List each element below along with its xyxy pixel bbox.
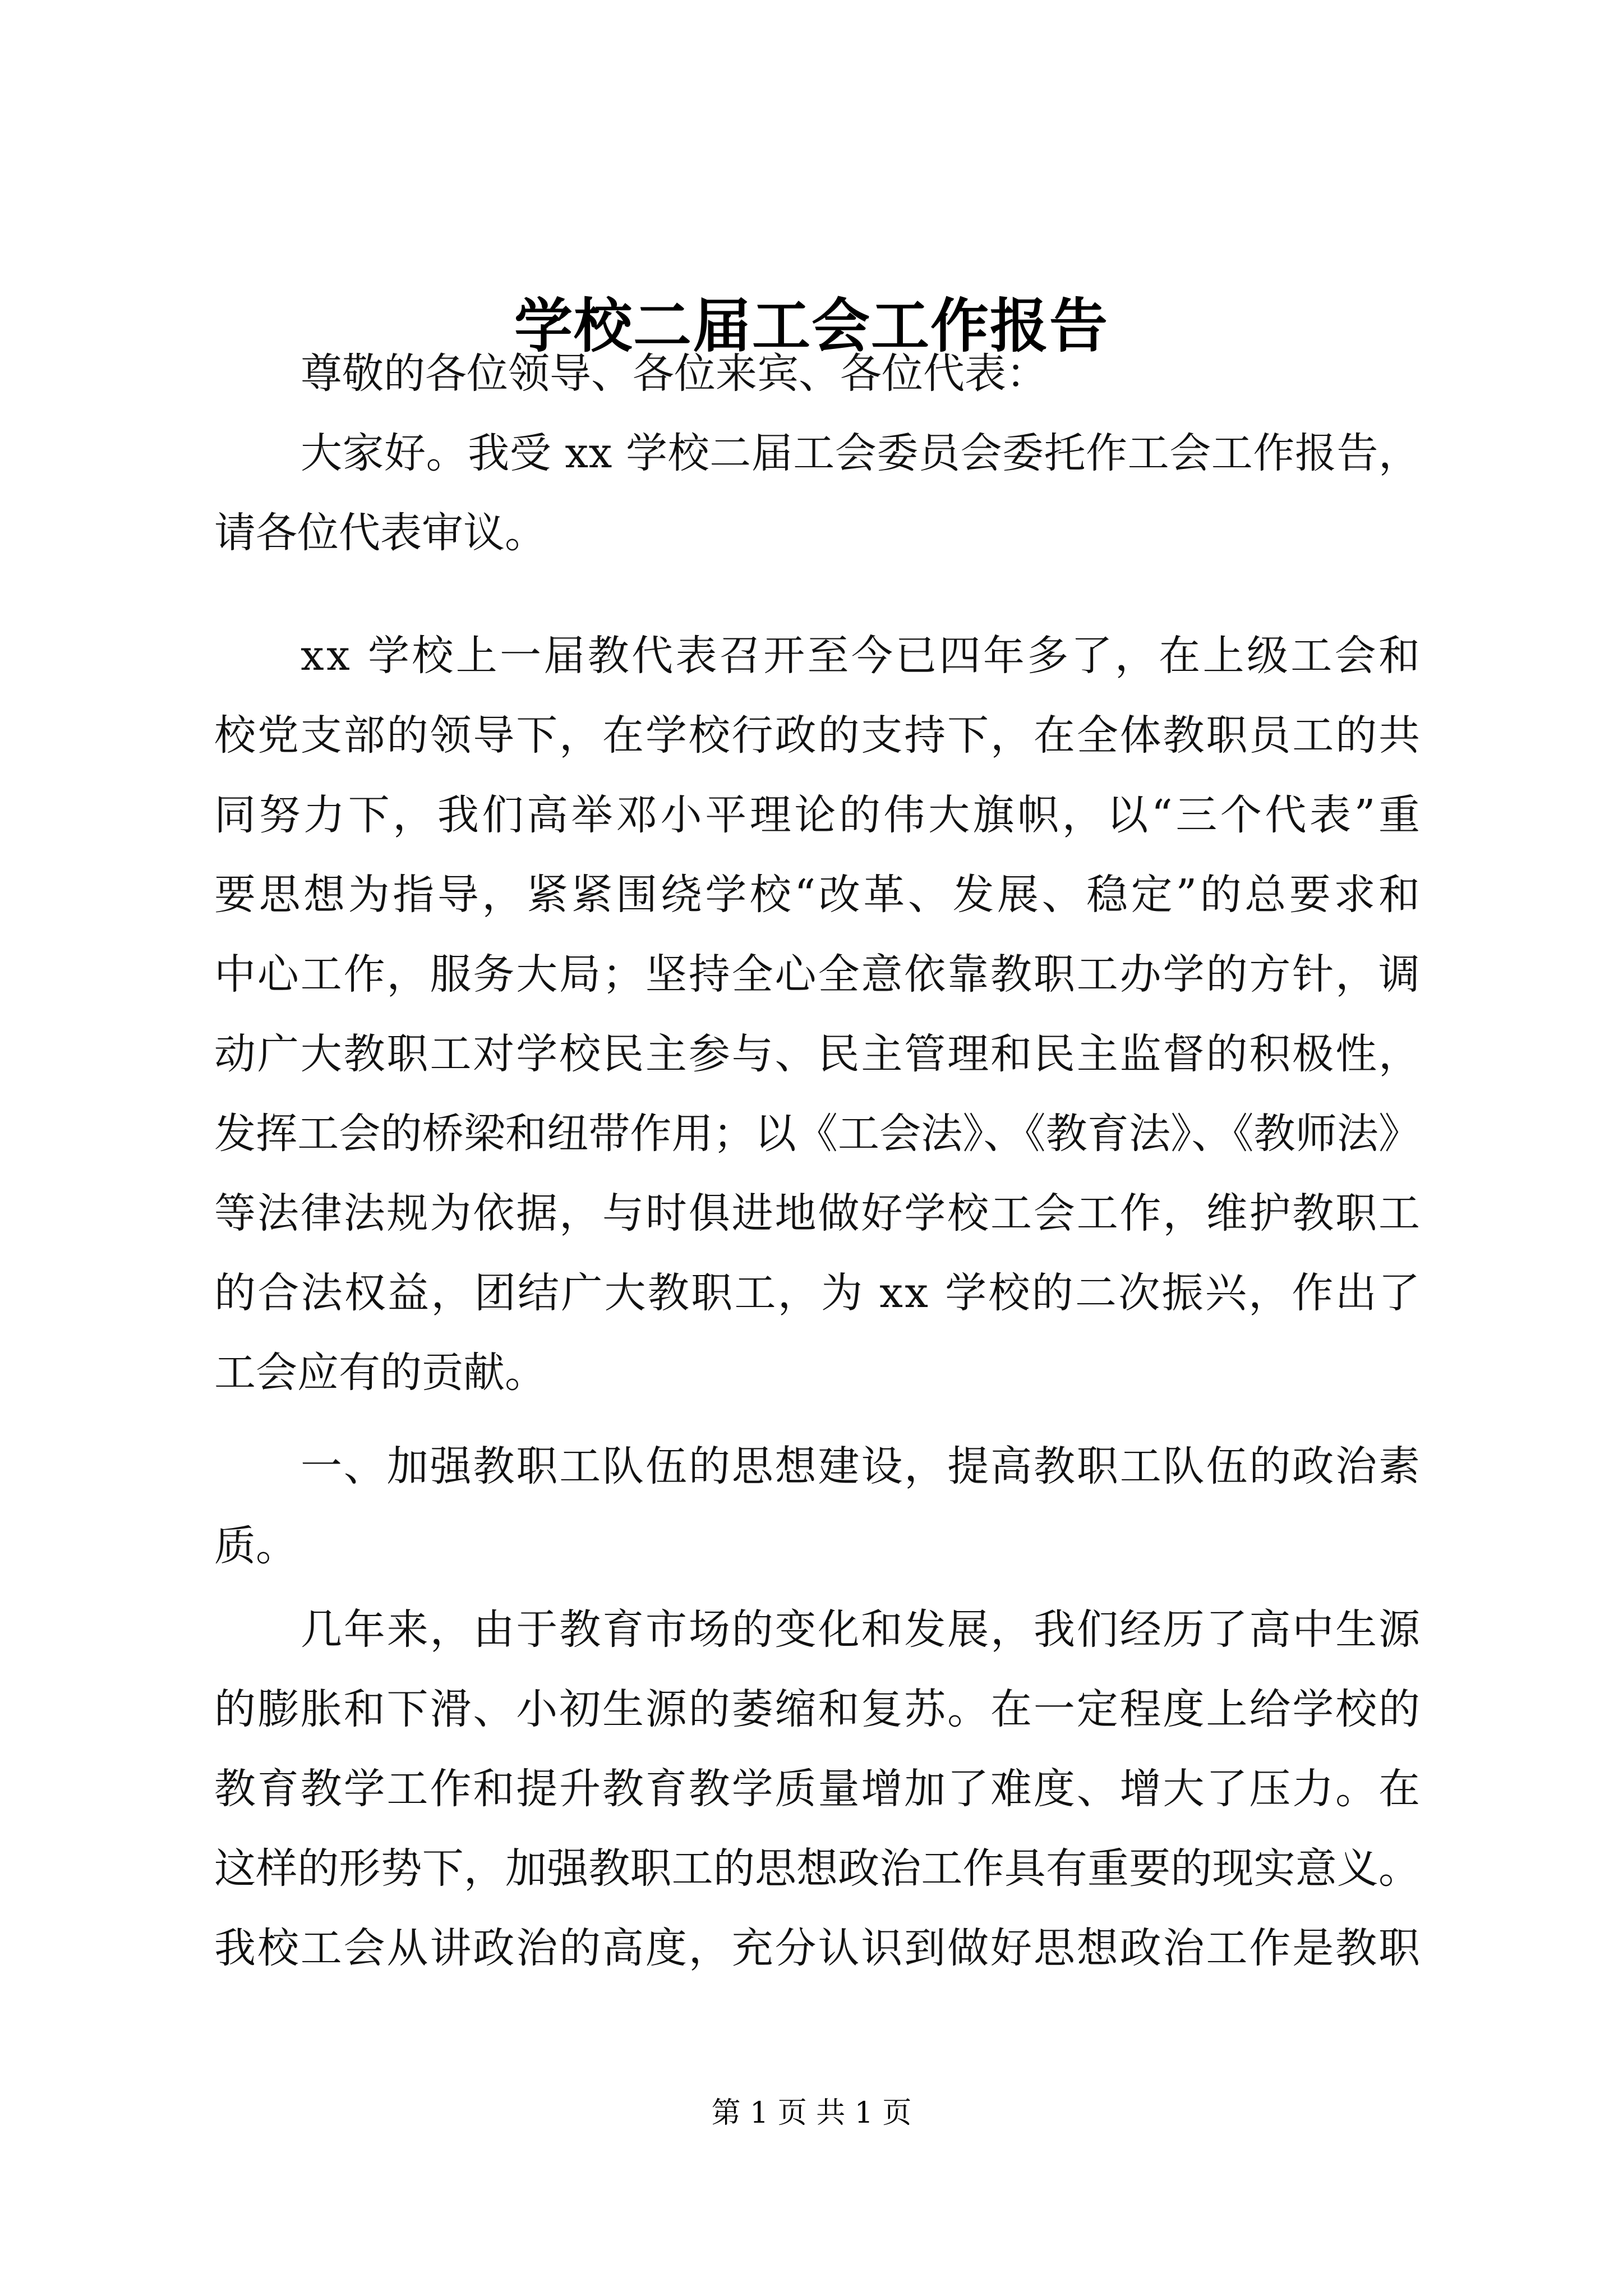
line-text: 同努力下，我们高举邓小平理论的伟大旗帜，以“三个代表”重 (214, 791, 1423, 839)
paragraph-line (214, 1174, 1420, 1253)
line-text: 尊敬的各位领导、各位来宾、各位代表： (301, 349, 1048, 398)
line-text: 质。 (214, 1522, 297, 1570)
paragraph-section-1-body (214, 1590, 1420, 1988)
line-text: 大家好。我受 xx 学校二届工会委员会委托作工会工作报告， (301, 429, 1421, 477)
line-text: 的膨胀和下滑、小初生源的萎缩和复苏。在一定程度上给学校的 (214, 1685, 1422, 1733)
document-title: 学校二届工会工作报告 (514, 291, 1109, 360)
section-heading-1 (214, 1427, 1420, 1586)
paragraph-line (214, 1590, 1420, 1669)
line-text: 这样的形势下，加强教职工的思想政治工作具有重要的现实意义。 (214, 1844, 1421, 1893)
paragraph-line (214, 1094, 1420, 1174)
paragraph-salutation (214, 334, 1420, 413)
paragraph-line (214, 1014, 1420, 1094)
paragraph-line (214, 1749, 1420, 1829)
paragraph-line (214, 493, 1420, 573)
line-text: 校党支部的领导下，在学校行政的支持下，在全体教职员工的共 (214, 711, 1422, 760)
paragraph-line (214, 1427, 1420, 1506)
line-text: 动广大教职工对学校民主参与、民主管理和民主监督的积极性， (214, 1030, 1422, 1078)
paragraph-line (214, 413, 1420, 493)
line-text: 工会应有的贡献。 (214, 1349, 546, 1397)
line-text: xx 学校上一届教代表召开至今已四年多了，在上级工会和 (301, 632, 1423, 680)
paragraph-line (214, 855, 1423, 935)
line-text: 等法律法规为依据，与时俱进地做好学校工会工作，维护教职工 (214, 1189, 1422, 1237)
paragraph-line (214, 334, 1420, 413)
line-text: 请各位代表审议。 (214, 509, 546, 557)
paragraph-line (214, 1669, 1420, 1749)
line-text: 要思想为指导，紧紧围绕学校“改革、发展、稳定”的总要求和 (214, 871, 1423, 919)
paragraph-line (214, 1908, 1420, 1988)
line-text: 几年来，由于教育市场的变化和发展，我们经历了高中生源 (301, 1605, 1422, 1654)
paragraph-line (214, 1829, 1420, 1908)
paragraph-line (214, 696, 1420, 775)
paragraph-line (214, 935, 1420, 1014)
paragraph-line (214, 1253, 1420, 1333)
paragraph-line (214, 1506, 1420, 1586)
paragraph-line (214, 775, 1423, 855)
line-text: 教育教学工作和提升教育教学质量增加了难度、增大了压力。在 (214, 1765, 1422, 1813)
line-text: 的合法权益，团结广大教职工，为 xx 学校的二次振兴，作出了 (214, 1269, 1422, 1317)
paragraph-overview (214, 616, 1423, 1412)
paragraph-greeting (214, 413, 1420, 573)
line-text: 我校工会从讲政治的高度，充分认识到做好思想政治工作是教职 (214, 1924, 1422, 1972)
paragraph-line (214, 616, 1423, 696)
document-body (214, 334, 1423, 1988)
line-text: 一、加强教职工队伍的思想建设，提高教职工队伍的政治素 (301, 1442, 1422, 1490)
line-text: 中心工作，服务大局；坚持全心全意依靠教职工办学的方针，调 (214, 950, 1422, 999)
paragraph-line (214, 1333, 1420, 1412)
page-footer: 第 1 页 共 1 页 (711, 2096, 912, 2130)
line-text: 发挥工会的桥梁和纽带作用；以《工会法》、《教育法》、《教师法》 (214, 1110, 1421, 1158)
